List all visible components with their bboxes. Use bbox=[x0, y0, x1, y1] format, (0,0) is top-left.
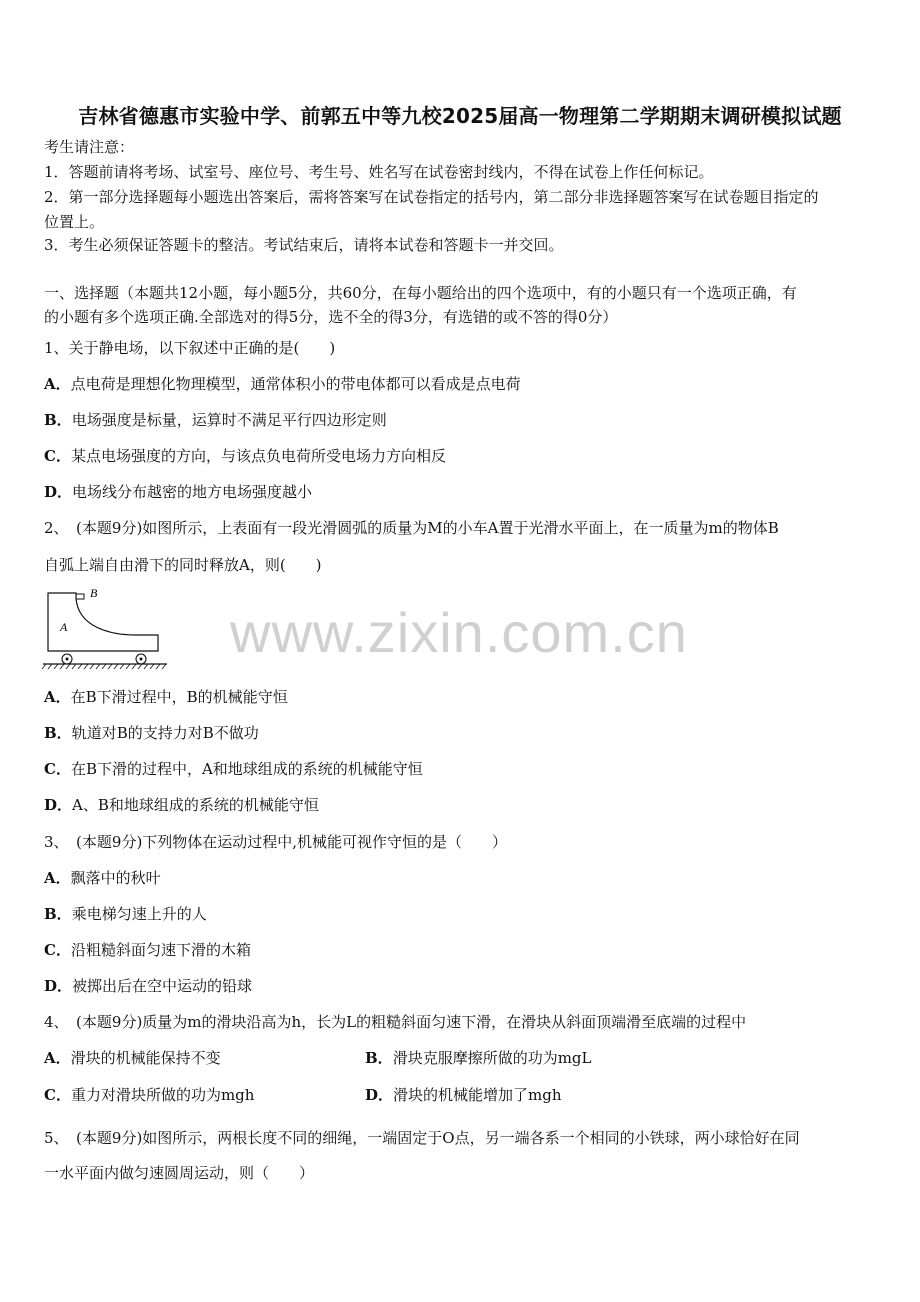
notice-heading: 考生请注意： bbox=[44, 138, 135, 156]
q2-option-b: B．轨道对B的支持力对B不做功 bbox=[44, 724, 259, 742]
q2-option-d: D．A、B和地球组成的系统的机械能守恒 bbox=[44, 796, 319, 814]
q4-option-b: B．滑块克服摩擦所做的功为mgL bbox=[365, 1049, 592, 1067]
q4-option-c: C．重力对滑块所做的功为mgh bbox=[44, 1086, 255, 1104]
q2-option-c: C．在B下滑的过程中，A和地球组成的系统的机械能守恒 bbox=[44, 760, 423, 778]
notice-item-2-cont: 位置上。 bbox=[44, 213, 105, 231]
q4-stem: 4、 (本题9分)质量为m的滑块沿高为h，长为L的粗糙斜面匀速下滑，在滑块从斜面顶端滑至底端的过程中 bbox=[44, 1013, 747, 1031]
q2-option-a: A．在B下滑过程中，B的机械能守恒 bbox=[44, 688, 288, 706]
q4-option-d: D．滑块的机械能增加了mgh bbox=[365, 1086, 562, 1104]
q5-stem-line1: 5、 (本题9分)如图所示，两根长度不同的细绳，一端固定于O点，另一端各系一个相同的小铁球，两小球恰好在同 bbox=[44, 1129, 800, 1147]
notice-item-1: 1．答题前请将考场、试室号、座位号、考生号、姓名写在试卷密封线内，不得在试卷上作任何标记。 bbox=[44, 163, 714, 181]
q3-stem: 3、 (本题9分)下列物体在运动过程中,机械能可视作守恒的是（ ） bbox=[44, 833, 508, 851]
notice-item-2: 2．第一部分选择题每小题选出答案后，需将答案写在试卷指定的括号内，第二部分非选择题答案写在试卷题目指定的 bbox=[44, 188, 819, 206]
q2-stem-line1: 2、 (本题9分)如图所示，上表面有一段光滑圆弧的质量为M的小车A置于光滑水平面上，在一质量为m的物体B bbox=[44, 519, 779, 537]
notice-item-3: 3．考生必须保证答题卡的整洁。考试结束后，请将本试卷和答题卡一并交回。 bbox=[44, 236, 564, 254]
q1-stem: 1、关于静电场，以下叙述中正确的是( ) bbox=[44, 339, 336, 357]
q1-option-c: C．某点电场强度的方向，与该点负电荷所受电场力方向相反 bbox=[44, 447, 446, 465]
watermark: www.zixin.com.cn bbox=[230, 601, 688, 664]
q2-figure-cart bbox=[40, 585, 170, 670]
q2-stem-line2: 自弧上端自由滑下的同时释放A，则( ) bbox=[44, 556, 322, 574]
q3-option-a: A．飘落中的秋叶 bbox=[44, 869, 161, 887]
q5-stem-line2: 一水平面内做匀速圆周运动，则（ ） bbox=[44, 1164, 315, 1182]
exam-title: 吉林省德惠市实验中学、前郭五中等九校2025届高一物理第二学期期末调研模拟试题 bbox=[78, 104, 842, 128]
q2-figure-label-a: A bbox=[60, 620, 68, 634]
q3-option-b: B．乘电梯匀速上升的人 bbox=[44, 905, 207, 923]
section-heading-line1: 一、选择题（本题共12小题，每小题5分，共60分，在每小题给出的四个选项中，有的小题只有一个选项正确，有 bbox=[44, 284, 797, 302]
q3-option-c: C．沿粗糙斜面匀速下滑的木箱 bbox=[44, 941, 251, 959]
q1-option-d: D．电场线分布越密的地方电场强度越小 bbox=[44, 483, 313, 501]
q1-option-b: B．电场强度是标量，运算时不满足平行四边形定则 bbox=[44, 411, 387, 429]
q1-option-a: A．点电荷是理想化物理模型，通常体积小的带电体都可以看成是点电荷 bbox=[44, 375, 521, 393]
section-heading-line2: 的小题有多个选项正确.全部选对的得5分，选不全的得3分，有选错的或不答的得0分） bbox=[44, 308, 618, 326]
q2-figure-label-b: B bbox=[90, 586, 98, 600]
q4-option-a: A．滑块的机械能保持不变 bbox=[44, 1049, 221, 1067]
q3-option-d: D．被掷出后在空中运动的铅球 bbox=[44, 977, 253, 995]
